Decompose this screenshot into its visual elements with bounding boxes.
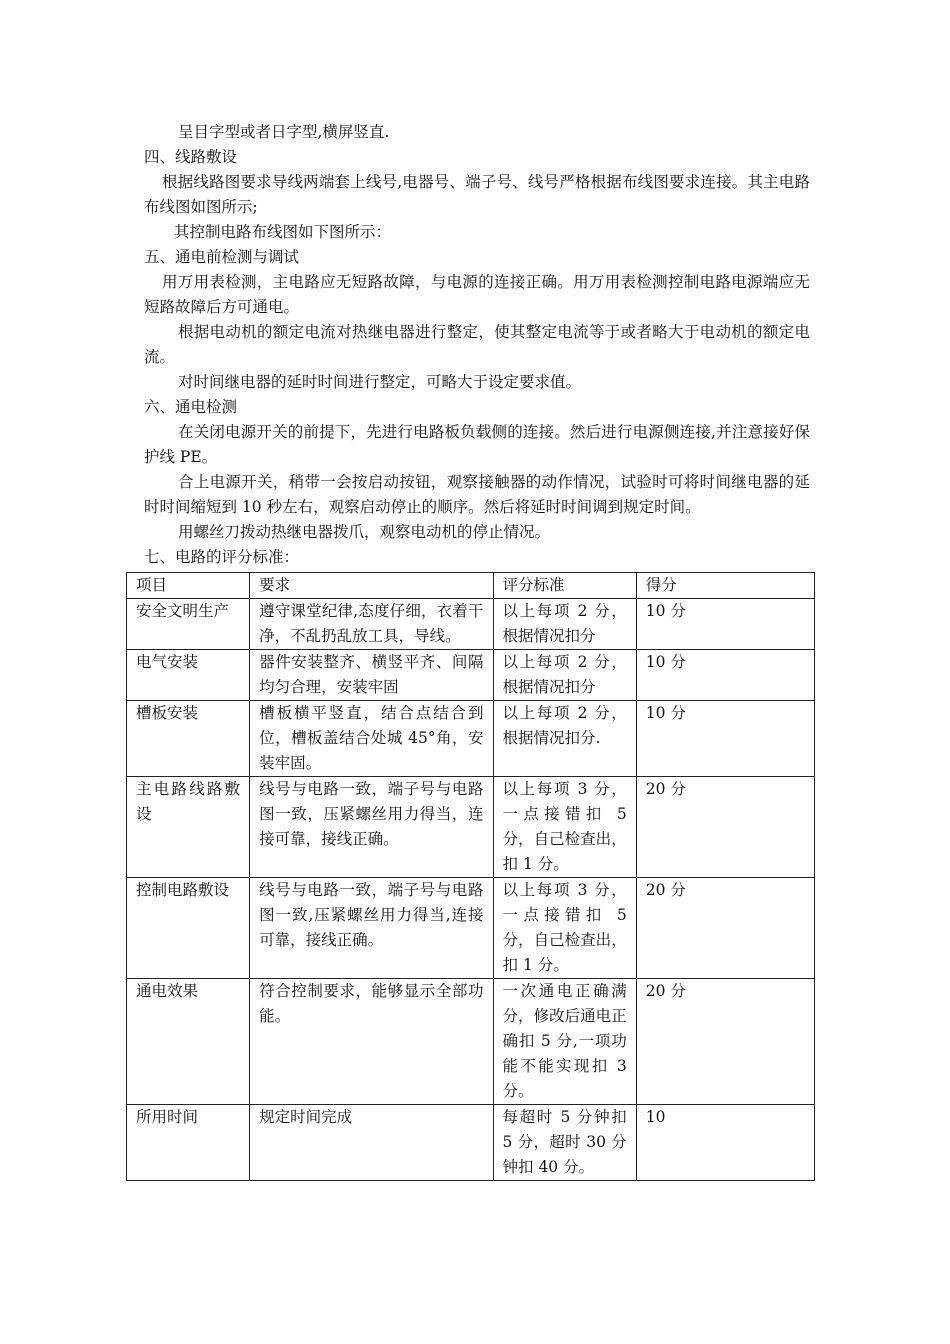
table-cell: 线号与电路一致，端子号与电路图一致，压紧螺丝用力得当，连接可靠，接线正确。: [250, 777, 493, 878]
table-cell: 规定时间完成: [250, 1105, 493, 1181]
table-cell: 10 分: [636, 650, 814, 701]
table-cell: 以上每项 3 分，一点接错扣 5 分，自己检查出，扣 1 分。: [493, 878, 636, 979]
table-header-row: [127, 573, 815, 599]
table-cell: 安全文明生产: [127, 599, 250, 650]
table-row: [127, 650, 815, 701]
document-body: [144, 120, 810, 570]
paragraph: 用螺丝刀拨动热继电器拨爪，观察电动机的停止情况。: [178, 523, 551, 541]
table-cell: 10 分: [636, 701, 814, 777]
table-cell: 一次通电正确满分，修改后通电正确扣 5 分,一项功能不能实现扣 3 分。: [493, 979, 636, 1105]
table-cell: 以上每项 2 分，根据情况扣分: [493, 599, 636, 650]
table-cell: 每超时 5 分钟扣 5 分，超时 30 分钟扣 40 分。: [493, 1105, 636, 1181]
table-cell: 槽板横平竖直，结合点结合到位，槽板盖结合处城 45°角，安装牢固。: [250, 701, 493, 777]
table-cell: 以上每项 3 分，一点接错扣 5 分，自己检查出，扣 1 分。: [493, 777, 636, 878]
column-header: 项目: [127, 573, 250, 599]
table-row: [127, 878, 815, 979]
paragraph: 根据电动机的额定电流对热继电器进行整定，使其整定电流等于或者略大于电动机的额定电流。: [144, 323, 810, 366]
section-heading: 六、通电检测: [144, 398, 238, 416]
table-row: [127, 1105, 815, 1181]
table-cell: 20 分: [636, 979, 814, 1105]
paragraph: 其控制电路布线图如下图所示：: [174, 223, 392, 241]
paragraph: 合上电源开关，稍带一会按启动按钮，观察接触器的动作情况，试验时可将时间继电器的延时时间缩短到 10 秒左右，观察启动停止的顺序。然后将延时时间调到规定时间。: [144, 473, 810, 516]
table-cell: 所用时间: [127, 1105, 250, 1181]
table-cell: 主电路线路敷设: [127, 777, 250, 878]
table-cell: 符合控制要求，能够显示全部功能。: [250, 979, 493, 1105]
table-cell: 线号与电路一致，端子号与电路图一致,压紧螺丝用力得当,连接可靠，接线正确。: [250, 878, 493, 979]
table-cell: 10 分: [636, 599, 814, 650]
section-heading: 五、通电前检测与调试: [144, 248, 300, 266]
table-cell: 20 分: [636, 777, 814, 878]
paragraph: 根据线路图要求导线两端套上线号,电器号、端子号、线号严格根据布线图要求连接。其主电路布线图如图所示;: [144, 173, 810, 216]
table-cell: 遵守课堂纪律,态度仔细，衣着干净，不乱扔乱放工具，导线。: [250, 599, 493, 650]
paragraph: 对时间继电器的延时时间进行整定，可略大于设定要求值。: [178, 373, 582, 391]
table-row: [127, 979, 815, 1105]
paragraph: 用万用表检测，主电路应无短路故障，与电源的连接正确。用万用表检测控制电路电源端应无短路故障后方可通电。: [144, 273, 810, 316]
column-header: 得分: [636, 573, 814, 599]
table-cell: 控制电路敷设: [127, 878, 250, 979]
column-header: 要求: [250, 573, 493, 599]
column-header: 评分标准: [493, 573, 636, 599]
paragraph: 在关闭电源开关的前提下，先进行电路板负载侧的连接。然后进行电源侧连接,并注意接好保护线 PE。: [144, 423, 810, 466]
table-cell: 20 分: [636, 878, 814, 979]
scoring-table: [126, 572, 815, 1181]
table-cell: 电气安装: [127, 650, 250, 701]
paragraph: 呈目字型或者日字型,横屏竖直.: [178, 123, 390, 141]
table-cell: 槽板安装: [127, 701, 250, 777]
table-cell: 10: [636, 1105, 814, 1181]
table-row: [127, 599, 815, 650]
section-heading: 七、电路的评分标准：: [144, 548, 300, 566]
table-row: [127, 701, 815, 777]
table-cell: 通电效果: [127, 979, 250, 1105]
section-heading: 四、线路敷设: [144, 148, 238, 166]
table-cell: 器件安装整齐、横竖平齐、间隔均匀合理，安装牢固: [250, 650, 493, 701]
table-cell: 以上每项 2 分，根据情况扣分: [493, 650, 636, 701]
table-cell: 以上每项 2 分，根据情况扣分.: [493, 701, 636, 777]
table-row: [127, 777, 815, 878]
